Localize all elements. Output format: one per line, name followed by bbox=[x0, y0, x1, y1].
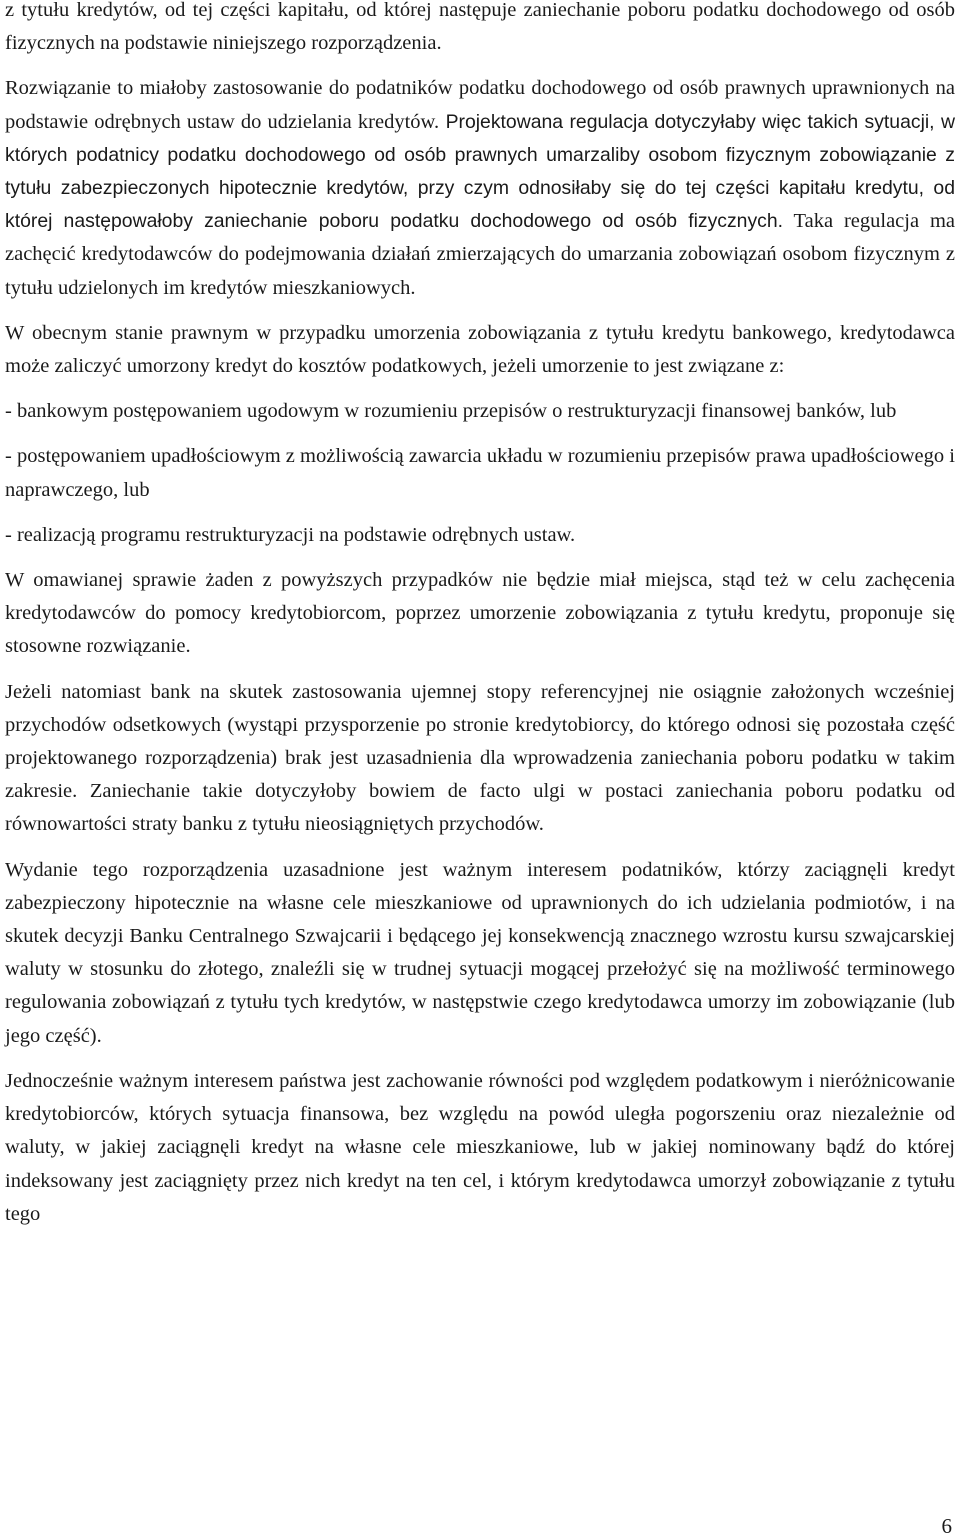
paragraph-3 bbox=[5, 317, 955, 383]
paragraph-6-text: Wydanie tego rozporządzenia uzasadnione jest ważnym interesem podatników, którzy zaciągnęli kredyt zabezpieczony hipotecznie na własne cele mieszkaniowe od uprawnionych do ich udzielania podmiotów, i na skutek decyzji Banku Centralnego Szwajcarii i będącego jej konsekwencją znacznego wzrostu kursu szwajcarskiej waluty w stosunku do złotego, znaleźli się w trudnej sytuacji mogącej przełożyć się na możliwość terminowego regulowania zobowiązań z tytułu tych kredytów, w następstwie czego kredytodawca umorzy im zobowiązanie (lub jego część). bbox=[5, 858, 955, 1047]
list-item-2-text: - postępowaniem upadłościowym z możliwością zawarcia układu w rozumieniu przepisów prawa upadłościowego i naprawczego, lub bbox=[5, 445, 955, 501]
list-item-1-text: - bankowym postępowaniem ugodowym w rozumieniu przepisów o restrukturyzacji finansowej banków, lub bbox=[5, 400, 897, 423]
list-item-2 bbox=[5, 440, 955, 506]
paragraph-7 bbox=[5, 1065, 955, 1231]
paragraph-5 bbox=[5, 676, 955, 842]
list-item-3 bbox=[5, 519, 955, 552]
paragraph-2-text-a: Rozwiązanie to miałoby zastosowanie do podatników podatku dochodowego od osób prawnych uprawnionych na podstawie odrębnych ustaw do udzielania kredytów. bbox=[5, 77, 955, 133]
paragraph-5-text: Jeżeli natomiast bank na skutek zastosowania ujemnej stopy referencyjnej nie osiągnie założonych wcześniej przychodów odsetkowych (wystąpi przysporzenie po stronie kredytobiorcy, do którego odnosi się pozostała część projektowanego rozporządzenia) brak jest uzasadnienia dla wprowadzenia zaniechania poboru podatku w takim zakresie. Zaniechanie takie dotyczyłoby bowiem de facto ulgi w postaci zaniechania poboru podatku od równowartości straty banku z tytułu nieosiągniętych przychodów. bbox=[5, 680, 955, 836]
paragraph-1 bbox=[5, 0, 955, 60]
paragraph-2 bbox=[5, 72, 955, 304]
paragraph-2-text-b: Projektowana regulacja dotyczyłaby więc takich sytuacji, w których podatnicy podatku dochodowego od osób prawnych umarzaliby osobom fizycznym zobowiązanie z tytułu zabezpieczonych hipotecznie kredytów, przy czym odnosiłaby się do tej części kapitału kredytu, od której następowałoby zaniechanie poboru podatku dochodowego od osób fizycznych. bbox=[5, 110, 955, 233]
paragraph-1-text: z tytułu kredytów, od tej części kapitału, od której następuje zaniechanie poboru podatku dochodowego od osób fizycznych na podstawie niniejszego rozporządzenia. bbox=[5, 0, 955, 55]
list-item-1 bbox=[5, 395, 955, 428]
paragraph-4 bbox=[5, 564, 955, 664]
document-page bbox=[5, 0, 955, 1231]
paragraph-2-text-c: Taka regulacja ma zachęcić kredytodawców do podejmowania działań zmierzających do umarzania zobowiązań osobom fizycznym z tytułu udzielonych im kredytów mieszkaniowych. bbox=[5, 210, 956, 299]
page-number: 6 bbox=[941, 1514, 952, 1538]
paragraph-7-text: Jednocześnie ważnym interesem państwa jest zachowanie równości pod względem podatkowym i nieróżnicowanie kredytobiorców, których sytuacja finansowa, bez względu na powód uległa pogorszeniu oraz niezależnie od waluty, w jakiej zaciągnęli kredyt na własne cele mieszkaniowe, lub w jakiej nominowany bądź do której indeksowany jest zaciągnięty przez nich kredyt na ten cel, i którym kredytodawca umorzył zobowiązanie z tytułu tego bbox=[5, 1069, 955, 1225]
paragraph-6 bbox=[5, 854, 955, 1053]
paragraph-4-text: W omawianej sprawie żaden z powyższych przypadków nie będzie miał miejsca, stąd też w celu zachęcenia kredytodawców do pomocy kredytobiorcom, poprzez umorzenie zobowiązania z tytułu kredytu, proponuje się stosowne rozwiązanie. bbox=[5, 569, 955, 658]
list-item-3-text: - realizacją programu restrukturyzacji na podstawie odrębnych ustaw. bbox=[5, 523, 576, 546]
paragraph-3-text: W obecnym stanie prawnym w przypadku umorzenia zobowiązania z tytułu kredytu bankowego, kredytodawca może zaliczyć umorzony kredyt do kosztów podatkowych, jeżeli umorzenie to jest związane z: bbox=[5, 321, 955, 378]
